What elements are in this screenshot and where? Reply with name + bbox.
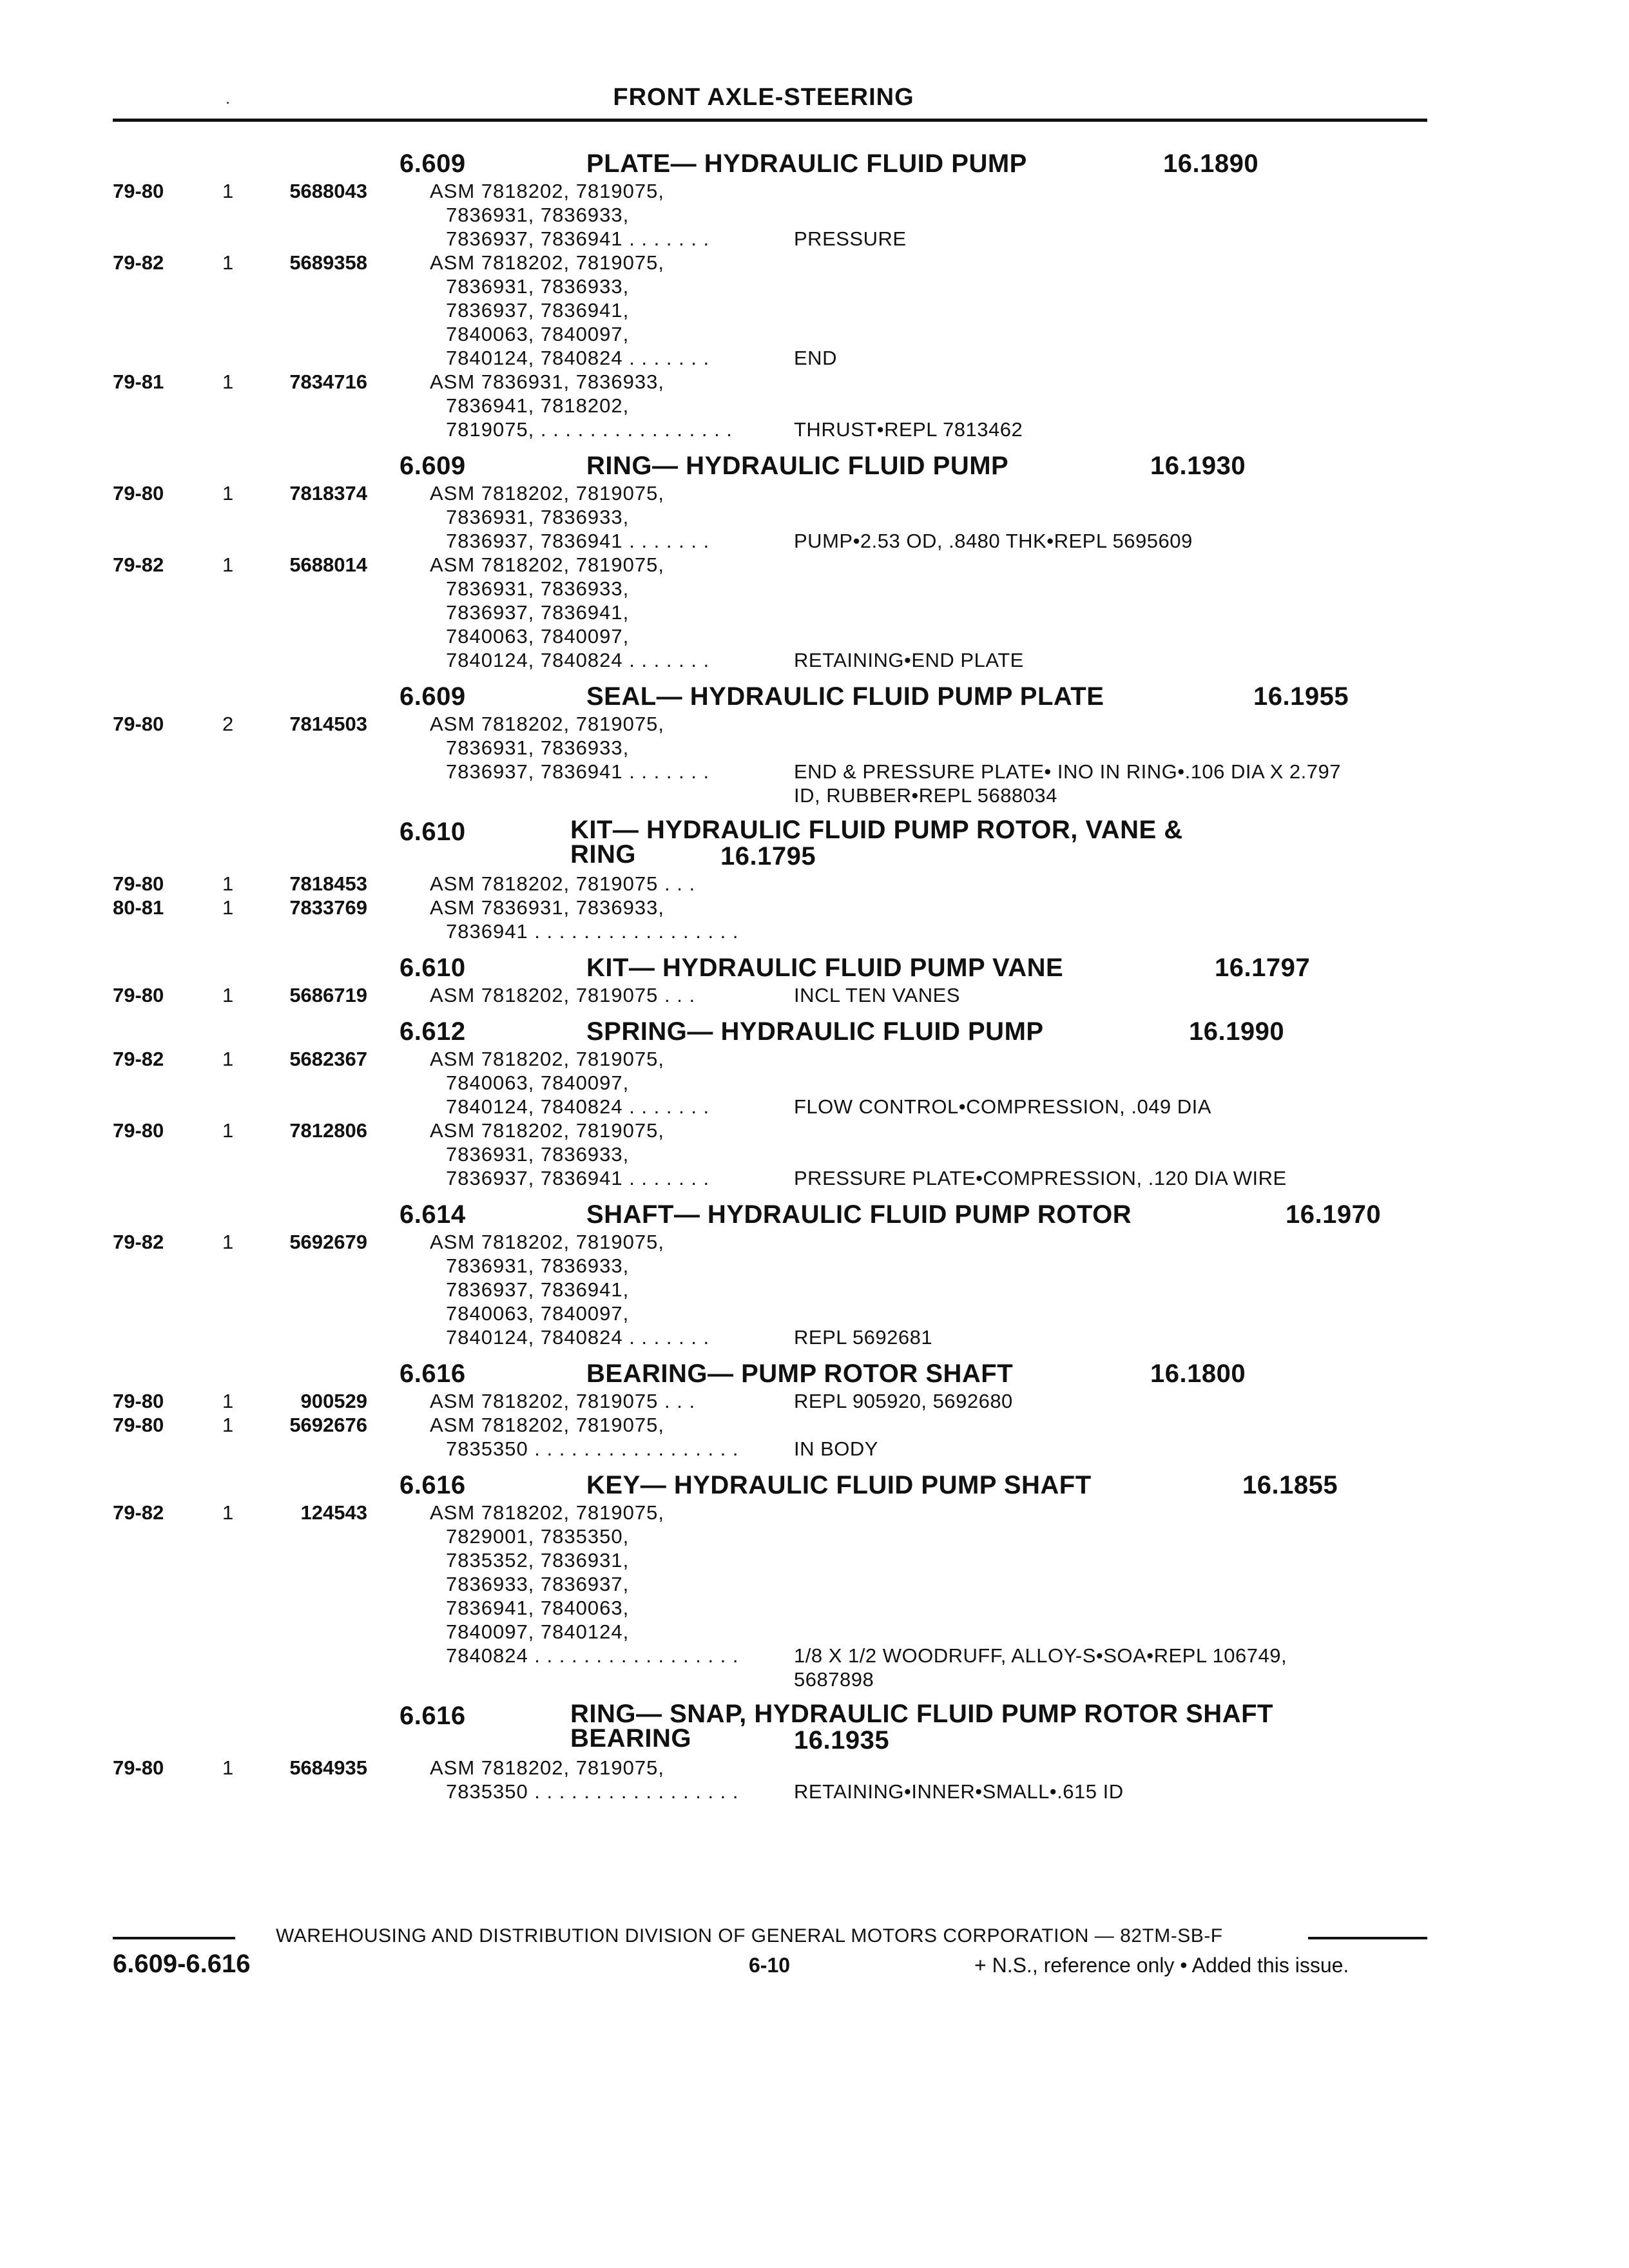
- entry-line: [0, 736, 1629, 760]
- part-description: IN BODY: [794, 1437, 878, 1460]
- part-number: 5692676: [289, 1414, 367, 1436]
- assembly-ref: 7836937, 7836941 . . . . . . .: [446, 1167, 710, 1189]
- assembly-ref: ASM 7836931, 7836933,: [430, 896, 664, 919]
- assembly-ref: 7836931, 7836933,: [446, 275, 630, 298]
- section-title: RING— HYDRAULIC FLUID PUMP: [586, 452, 1009, 480]
- entry-line: [0, 624, 1629, 648]
- entry-line: [0, 1756, 1629, 1780]
- assembly-ref: 7840824 . . . . . . . . . . . . . . . . .: [446, 1644, 739, 1667]
- quantity: 1: [222, 1119, 234, 1142]
- part-number: 7814503: [289, 713, 367, 735]
- entry-line: [0, 1325, 1629, 1349]
- section-header: [0, 1468, 1629, 1501]
- spacer: [0, 1349, 1629, 1357]
- model-years: 79-80: [113, 984, 164, 1006]
- entry-line: [0, 227, 1629, 251]
- spacer: [0, 1190, 1629, 1198]
- section-header: [0, 1357, 1629, 1389]
- parts-entry: [0, 1501, 1629, 1691]
- entry-line: [0, 346, 1629, 370]
- assembly-ref: 7819075, . . . . . . . . . . . . . . . .: [446, 418, 733, 441]
- part-description: REPL 905920, 5692680: [794, 1390, 1013, 1412]
- entry-line: [0, 896, 1629, 919]
- part-description: ID, RUBBER•REPL 5688034: [794, 784, 1057, 807]
- assembly-ref: 7835350 . . . . . . . . . . . . . . . . .: [446, 1780, 739, 1803]
- quantity: 1: [222, 1048, 234, 1070]
- mark: [227, 102, 229, 104]
- assembly-ref: 7840063, 7840097,: [446, 323, 630, 345]
- assembly-ref: ASM 7818202, 7819075,: [430, 1414, 664, 1436]
- footer-divider-left: [113, 1937, 235, 1939]
- section-header: [0, 815, 1629, 872]
- spacer: [0, 943, 1629, 951]
- entry-line: [0, 505, 1629, 529]
- part-number: 124543: [300, 1501, 367, 1524]
- section-header: [0, 1699, 1629, 1756]
- section-code: 16.1855: [1242, 1471, 1338, 1499]
- assembly-ref: ASM 7818202, 7819075 . . .: [430, 1390, 696, 1412]
- entry-line: [0, 1572, 1629, 1596]
- assembly-ref: ASM 7836931, 7836933,: [430, 370, 664, 393]
- section-title: SEAL— HYDRAULIC FLUID PUMP PLATE: [586, 682, 1104, 711]
- entry-line: [0, 179, 1629, 203]
- section-header: [0, 951, 1629, 983]
- section-code: 16.1930: [1150, 452, 1246, 480]
- entry-line: [0, 481, 1629, 505]
- footer-divider-right: [1308, 1937, 1427, 1939]
- model-years: 79-82: [113, 1048, 164, 1070]
- assembly-ref: ASM 7818202, 7819075,: [430, 251, 664, 274]
- entry-line: [0, 1548, 1629, 1572]
- section-number: 6.609: [400, 149, 466, 178]
- entry-line: [0, 1524, 1629, 1548]
- section-number: 6.610: [400, 818, 466, 846]
- section-code: 16.1990: [1189, 1017, 1285, 1046]
- entry-line: [0, 1780, 1629, 1803]
- entry-line: [0, 274, 1629, 298]
- part-description: PUMP•2.53 OD, .8480 THK•REPL 5695609: [794, 530, 1193, 552]
- entry-line: [0, 370, 1629, 394]
- entry-line: [0, 983, 1629, 1007]
- spacer: [0, 672, 1629, 680]
- section-title: SHAFT— HYDRAULIC FLUID PUMP ROTOR: [586, 1200, 1132, 1229]
- assembly-ref: ASM 7818202, 7819075,: [430, 1048, 664, 1070]
- part-number: 5688014: [289, 553, 367, 576]
- section-title: RING— SNAP, HYDRAULIC FLUID PUMP ROTOR SHAFT: [570, 1700, 1273, 1728]
- model-years: 79-82: [113, 553, 164, 576]
- model-years: 79-80: [113, 1414, 164, 1436]
- header-divider: [113, 119, 1427, 122]
- quantity: 1: [222, 896, 234, 919]
- assembly-ref: ASM 7818202, 7819075,: [430, 713, 664, 735]
- entry-line: [0, 529, 1629, 553]
- part-number: 5692679: [289, 1231, 367, 1253]
- parts-entry: [0, 1756, 1629, 1803]
- entry-line: [0, 1620, 1629, 1644]
- section-title-cont: RING: [570, 840, 636, 869]
- parts-list: [0, 147, 1629, 1811]
- section-code: 16.1800: [1150, 1360, 1246, 1388]
- entry-line: [0, 1437, 1629, 1461]
- model-years: 79-80: [113, 482, 164, 505]
- section-header: [0, 449, 1629, 481]
- assembly-ref: 7836941, 7840063,: [446, 1597, 630, 1619]
- entry-line: [0, 1278, 1629, 1302]
- section-header: [0, 680, 1629, 712]
- section-range: 6.609-6.616: [113, 1950, 251, 1978]
- part-number: 5688043: [289, 180, 367, 202]
- part-number: 5689358: [289, 251, 367, 274]
- section-title: SPRING— HYDRAULIC FLUID PUMP: [586, 1017, 1044, 1046]
- assembly-ref: 7836931, 7836933,: [446, 1143, 630, 1166]
- section-header: [0, 1198, 1629, 1230]
- parts-entry: [0, 179, 1629, 251]
- section-title: BEARING— PUMP ROTOR SHAFT: [586, 1360, 1014, 1388]
- section-code: 16.1955: [1253, 682, 1349, 711]
- section-title-line2: [570, 842, 1408, 867]
- model-years: 79-80: [113, 1756, 164, 1779]
- quantity: 1: [222, 553, 234, 576]
- assembly-ref: 7836931, 7836933,: [446, 577, 630, 600]
- assembly-ref: 7829001, 7835350,: [446, 1525, 630, 1548]
- part-description: PRESSURE: [794, 227, 907, 250]
- entry-line: [0, 1166, 1629, 1190]
- assembly-ref: ASM 7818202, 7819075,: [430, 1501, 664, 1524]
- section-number: 6.616: [400, 1702, 466, 1730]
- section-header: [0, 147, 1629, 179]
- section-number: 6.616: [400, 1360, 466, 1388]
- quantity: 2: [222, 713, 234, 735]
- part-description: END: [794, 347, 837, 369]
- assembly-ref: 7836931, 7836933,: [446, 506, 630, 528]
- entry-line: [0, 783, 1629, 807]
- parts-entry: [0, 251, 1629, 370]
- entry-line: [0, 577, 1629, 601]
- parts-entry: [0, 872, 1629, 896]
- entry-line: [0, 1501, 1629, 1524]
- part-description: 5687898: [794, 1668, 874, 1691]
- part-description: THRUST•REPL 7813462: [794, 418, 1023, 441]
- part-description: 1/8 X 1/2 WOODRUFF, ALLOY-S•SOA•REPL 106749,: [794, 1644, 1287, 1667]
- section-title-block: [570, 818, 1408, 867]
- assembly-ref: ASM 7818202, 7819075,: [430, 553, 664, 576]
- part-description: FLOW CONTROL•COMPRESSION, .049 DIA: [794, 1095, 1211, 1118]
- section-code: 16.1890: [1163, 149, 1259, 178]
- section-number: 6.612: [400, 1017, 466, 1046]
- entry-line: [0, 1302, 1629, 1325]
- parts-entry: [0, 983, 1629, 1007]
- entry-line: [0, 1071, 1629, 1095]
- model-years: 79-82: [113, 1501, 164, 1524]
- assembly-ref: 7836937, 7836941 . . . . . . .: [446, 530, 710, 552]
- part-number: 7818374: [289, 482, 367, 505]
- entry-line: [0, 418, 1629, 441]
- quantity: 1: [222, 1390, 234, 1412]
- legend-note: + N.S., reference only • Added this issue.: [974, 1954, 1349, 1977]
- entry-line: [0, 601, 1629, 624]
- section-code: 16.1795: [720, 842, 816, 870]
- entry-line: [0, 298, 1629, 322]
- parts-entry: [0, 553, 1629, 672]
- assembly-ref: 7836931, 7836933,: [446, 736, 630, 759]
- assembly-ref: 7840063, 7840097,: [446, 625, 630, 648]
- section-number: 6.614: [400, 1200, 466, 1229]
- model-years: 79-81: [113, 370, 164, 393]
- part-description: RETAINING•INNER•SMALL•.615 ID: [794, 1780, 1124, 1803]
- assembly-ref: ASM 7818202, 7819075,: [430, 180, 664, 202]
- entry-line: [0, 553, 1629, 577]
- quantity: 1: [222, 872, 234, 895]
- quantity: 1: [222, 1501, 234, 1524]
- assembly-ref: ASM 7818202, 7819075,: [430, 1756, 664, 1779]
- spacer: [0, 1007, 1629, 1015]
- assembly-ref: ASM 7818202, 7819075 . . .: [430, 984, 696, 1006]
- entry-line: [0, 1119, 1629, 1142]
- part-description: RETAINING•END PLATE: [794, 649, 1024, 671]
- assembly-ref: 7840124, 7840824 . . . . . . .: [446, 347, 710, 369]
- parts-entry: [0, 1047, 1629, 1119]
- spacer: [0, 1691, 1629, 1699]
- entry-line: [0, 251, 1629, 274]
- entry-line: [0, 1389, 1629, 1413]
- entry-line: [0, 1230, 1629, 1254]
- assembly-ref: ASM 7818202, 7819075,: [430, 482, 664, 505]
- quantity: 1: [222, 1231, 234, 1253]
- part-number: 5684935: [289, 1756, 367, 1779]
- quantity: 1: [222, 180, 234, 202]
- assembly-ref: 7836941, 7818202,: [446, 394, 630, 417]
- assembly-ref: 7836937, 7836941 . . . . . . .: [446, 227, 710, 250]
- section-title-line2: [570, 1726, 1408, 1751]
- model-years: 79-82: [113, 1231, 164, 1253]
- assembly-ref: ASM 7818202, 7819075,: [430, 1119, 664, 1142]
- parts-entry: [0, 712, 1629, 807]
- parts-entry: [0, 1230, 1629, 1349]
- part-description: PRESSURE PLATE•COMPRESSION, .120 DIA WIRE: [794, 1167, 1287, 1189]
- section-number: 6.616: [400, 1471, 466, 1499]
- entry-line: [0, 1596, 1629, 1620]
- assembly-ref: 7840063, 7840097,: [446, 1302, 630, 1325]
- entry-line: [0, 1667, 1629, 1691]
- section-title: PLATE— HYDRAULIC FLUID PUMP: [586, 149, 1027, 178]
- assembly-ref: 7836931, 7836933,: [446, 204, 630, 226]
- page-title: FRONT AXLE-STEERING: [613, 84, 914, 111]
- section-title-block: [570, 1702, 1408, 1751]
- footer-division: WAREHOUSING AND DISTRIBUTION DIVISION OF GENERAL MOTORS CORPORATION — 82TM-SB-F: [276, 1925, 1223, 1946]
- quantity: 1: [222, 1414, 234, 1436]
- quantity: 1: [222, 251, 234, 274]
- part-number: 5686719: [289, 984, 367, 1006]
- spacer: [0, 807, 1629, 815]
- assembly-ref: 7836937, 7836941 . . . . . . .: [446, 760, 710, 783]
- quantity: 1: [222, 984, 234, 1006]
- part-description: END & PRESSURE PLATE• INO IN RING•.106 DIA X 2.797: [794, 760, 1341, 783]
- section-code: 16.1935: [794, 1726, 890, 1754]
- parts-entry: [0, 896, 1629, 943]
- assembly-ref: ASM 7818202, 7819075,: [430, 1231, 664, 1253]
- assembly-ref: 7836937, 7836941,: [446, 601, 630, 624]
- entry-line: [0, 760, 1629, 783]
- assembly-ref: 7835352, 7836931,: [446, 1549, 630, 1571]
- model-years: 79-80: [113, 180, 164, 202]
- spacer: [0, 1461, 1629, 1468]
- assembly-ref: 7840097, 7840124,: [446, 1620, 630, 1643]
- entry-line: [0, 322, 1629, 346]
- model-years: 79-80: [113, 872, 164, 895]
- part-number: 7834716: [289, 370, 367, 393]
- part-number: 7812806: [289, 1119, 367, 1142]
- assembly-ref: 7836933, 7836937,: [446, 1573, 630, 1595]
- entry-line: [0, 648, 1629, 672]
- entry-line: [0, 872, 1629, 896]
- assembly-ref: 7840063, 7840097,: [446, 1072, 630, 1094]
- part-number: 7818453: [289, 872, 367, 895]
- spacer: [0, 441, 1629, 449]
- section-title-cont: BEARING: [570, 1724, 691, 1753]
- assembly-ref: 7840124, 7840824 . . . . . . .: [446, 1326, 710, 1349]
- entry-line: [0, 1644, 1629, 1667]
- entry-line: [0, 1413, 1629, 1437]
- section-number: 6.610: [400, 954, 466, 982]
- assembly-ref: 7836931, 7836933,: [446, 1254, 630, 1277]
- entry-line: [0, 1254, 1629, 1278]
- assembly-ref: 7836937, 7836941,: [446, 1278, 630, 1301]
- section-title: KEY— HYDRAULIC FLUID PUMP SHAFT: [586, 1471, 1092, 1499]
- section-code: 16.1797: [1215, 954, 1311, 982]
- assembly-ref: 7840124, 7840824 . . . . . . .: [446, 1095, 710, 1118]
- assembly-ref: 7835350 . . . . . . . . . . . . . . . . .: [446, 1437, 739, 1460]
- quantity: 1: [222, 370, 234, 393]
- section-code: 16.1970: [1286, 1200, 1382, 1229]
- part-description: INCL TEN VANES: [794, 984, 960, 1006]
- section-title: KIT— HYDRAULIC FLUID PUMP ROTOR, VANE &: [570, 816, 1183, 844]
- section-title: KIT— HYDRAULIC FLUID PUMP VANE: [586, 954, 1064, 982]
- parts-entry: [0, 1389, 1629, 1413]
- assembly-ref: ASM 7818202, 7819075 . . .: [430, 872, 696, 895]
- entry-line: [0, 203, 1629, 227]
- entry-line: [0, 919, 1629, 943]
- parts-entry: [0, 370, 1629, 441]
- assembly-ref: 7836937, 7836941,: [446, 299, 630, 322]
- section-number: 6.609: [400, 452, 466, 480]
- model-years: 79-80: [113, 1119, 164, 1142]
- quantity: 1: [222, 1756, 234, 1779]
- parts-entry: [0, 1119, 1629, 1190]
- page-number: 6-10: [749, 1954, 791, 1977]
- assembly-ref: 7836941 . . . . . . . . . . . . . . . . .: [446, 920, 739, 943]
- model-years: 79-80: [113, 1390, 164, 1412]
- entry-line: [0, 1047, 1629, 1071]
- entry-line: [0, 712, 1629, 736]
- model-years: 79-80: [113, 713, 164, 735]
- spacer: [0, 1803, 1629, 1811]
- part-number: 7833769: [289, 896, 367, 919]
- entry-line: [0, 1095, 1629, 1119]
- parts-entry: [0, 481, 1629, 553]
- quantity: 1: [222, 482, 234, 505]
- section-header: [0, 1015, 1629, 1047]
- part-description: REPL 5692681: [794, 1326, 933, 1349]
- model-years: 80-81: [113, 896, 164, 919]
- entry-line: [0, 394, 1629, 418]
- section-number: 6.609: [400, 682, 466, 711]
- entry-line: [0, 1142, 1629, 1166]
- part-number: 5682367: [289, 1048, 367, 1070]
- part-number: 900529: [300, 1390, 367, 1412]
- parts-entry: [0, 1413, 1629, 1461]
- model-years: 79-82: [113, 251, 164, 274]
- assembly-ref: 7840124, 7840824 . . . . . . .: [446, 649, 710, 671]
